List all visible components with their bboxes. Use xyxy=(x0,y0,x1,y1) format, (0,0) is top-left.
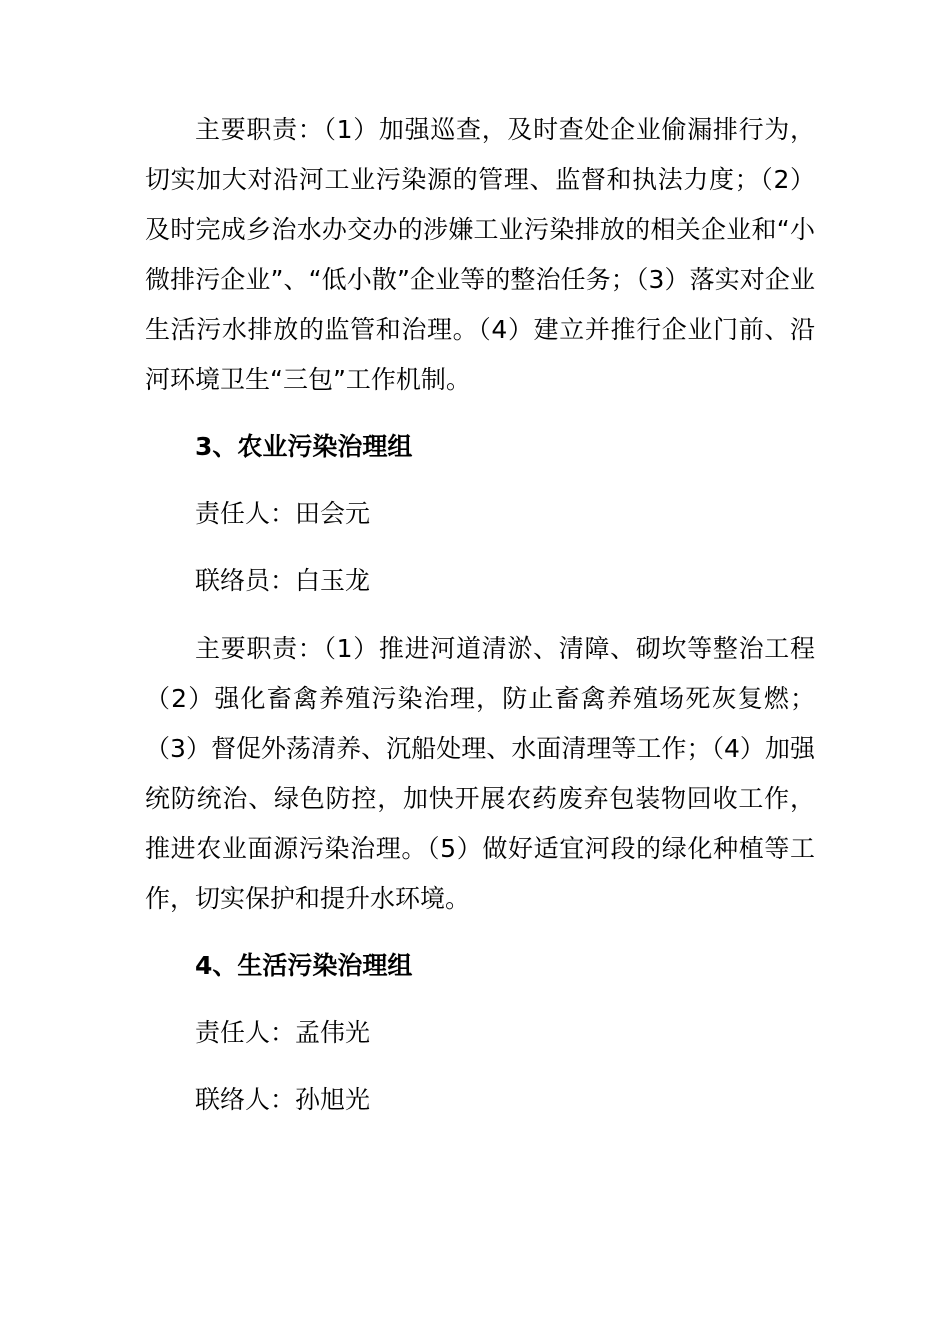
domestic-liaison: 联络人：孙旭光 xyxy=(195,1085,371,1114)
agri-responsible-person: 责任人：田会元 xyxy=(195,499,371,528)
agri-duties-paragraph: 主要职责：（1）推进河道清淤、清障、砌坎等整治工程（2）强化畜禽养殖污染治理，防止畜禽养殖场死灰复燃；（3）督促外荡清养、沉船处理、水面清理等工作；（4）加强统防统治、绿色防控，加快开展农药废弃包装物回收工作，推进农业面源污染治理。（5）做好适宜河段的绿化种植等工作，切实保护和提升水环境。 xyxy=(145,634,815,913)
agri-group-heading: 3、农业污染治理组 xyxy=(195,432,413,461)
agri-liaison: 联络员：白玉龙 xyxy=(195,566,371,595)
industrial-duties-paragraph: 主要职责：（1）加强巡查，及时查处企业偷漏排行为，切实加大对沿河工业污染源的管理、监督和执法力度；（2）及时完成乡治水办交办的涉嫌工业污染排放的相关企业和“小微排污企业”、“低小散”企业等的整治任务；（3）落实对企业生活污水排放的监管和治理。（4）建立并推行企业门前、沿河环境卫生“三包”工作机制。 xyxy=(145,115,815,394)
domestic-group-heading: 4、生活污染治理组 xyxy=(195,951,413,980)
domestic-responsible-person: 责任人：孟伟光 xyxy=(195,1018,371,1047)
